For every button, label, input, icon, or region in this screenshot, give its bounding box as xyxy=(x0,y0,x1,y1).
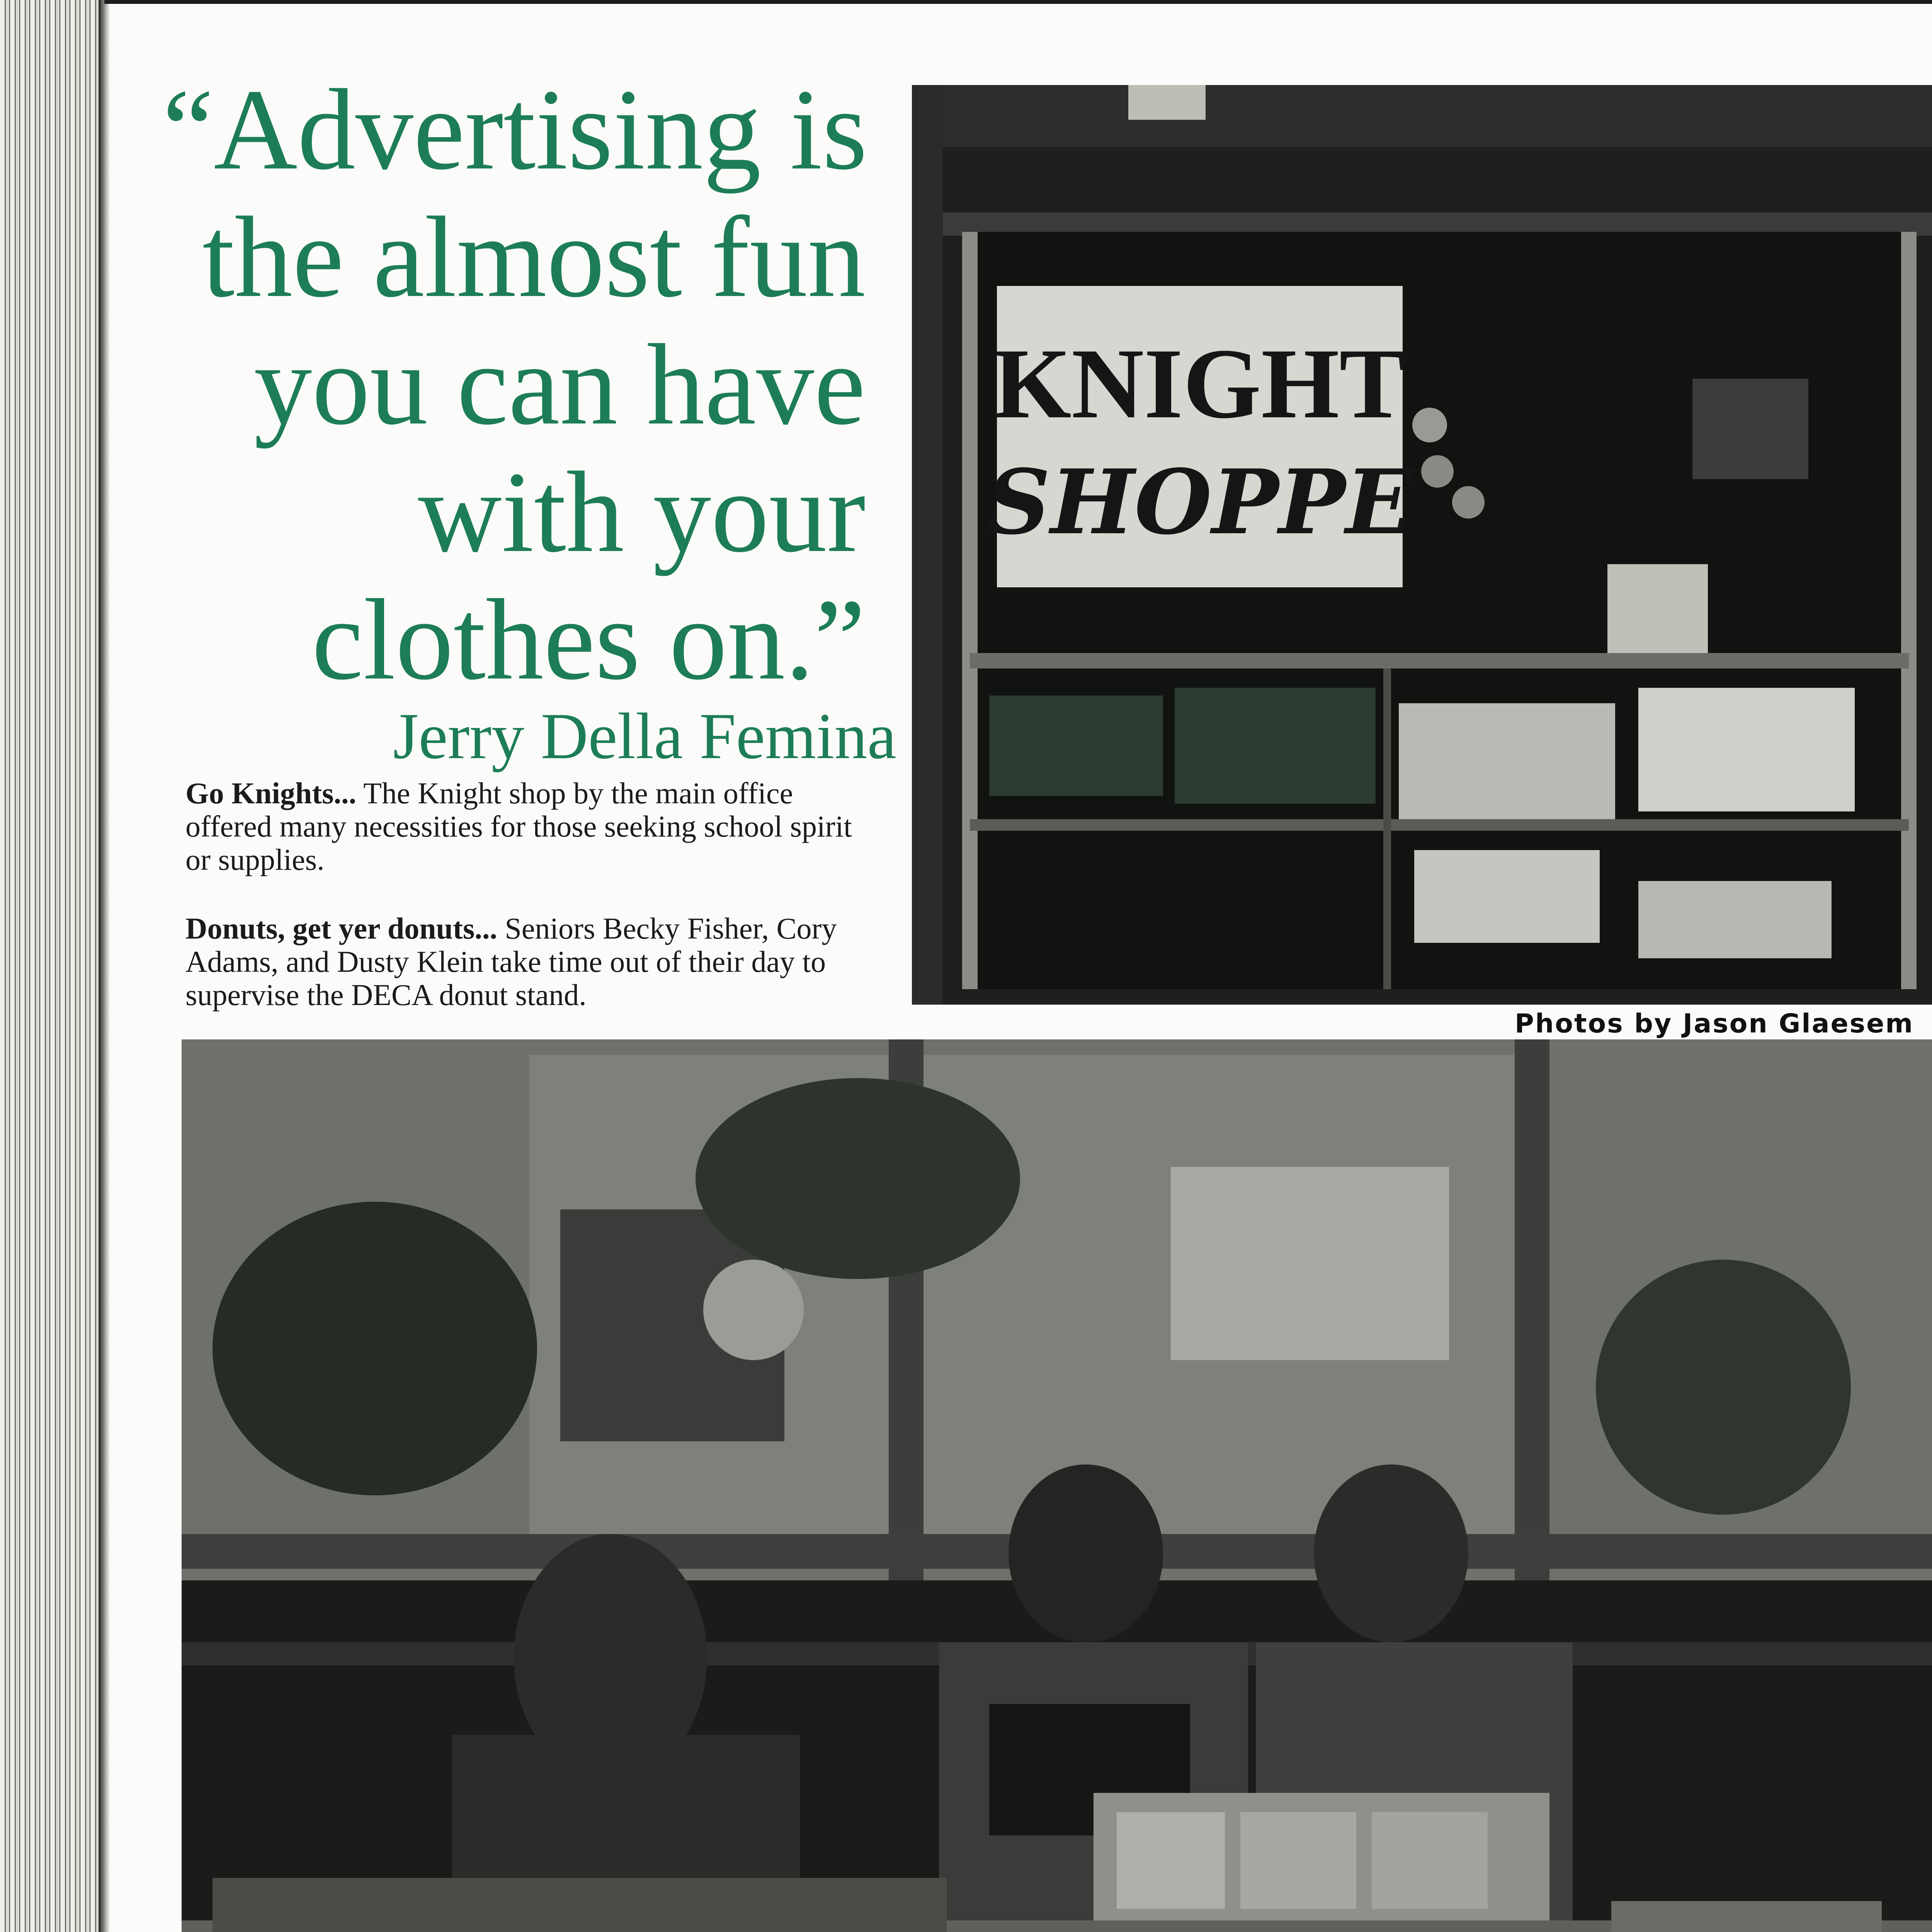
book-binding-edge xyxy=(0,0,104,1932)
photo-caption-donut-stand xyxy=(185,912,881,1012)
shop-sign-line2: SHOPPE xyxy=(986,450,1413,554)
donut-stand-photo-image xyxy=(182,1039,1932,1932)
binding-shadow xyxy=(99,0,110,1932)
shop-sign-line1: KNIGHT xyxy=(993,328,1406,439)
quote-line: the almost fun xyxy=(202,193,866,321)
caption-lead: Go Knights... xyxy=(185,776,357,810)
caption-lead: Donuts, get yer donuts... xyxy=(185,912,497,945)
knight-shoppe-photo-image xyxy=(912,85,1932,1005)
quote-line: “Advertising is xyxy=(162,65,867,194)
pull-quote xyxy=(162,66,866,703)
quote-line: with your xyxy=(418,448,866,576)
quote-line: clothes on.” xyxy=(312,575,866,704)
caption-text: The Knight shop by the main office offered many necessities for those seeking school spirit or supplies. xyxy=(185,776,852,876)
quote-author: Jerry Della Femina xyxy=(393,700,896,772)
donut-stand-photo xyxy=(182,1039,1932,1932)
quote-line: you can have xyxy=(254,320,866,449)
top-edge-rule xyxy=(104,0,1932,4)
photo-credit: Photos by Jason Glaesem xyxy=(1515,1009,1914,1039)
caption-text: Seniors Becky Fisher, Cory Adams, and Dusty Klein take time out of their day to supervise the DECA donut stand. xyxy=(185,912,837,1012)
photo-caption-knight-shop xyxy=(185,777,881,876)
knight-shoppe-photo xyxy=(912,85,1932,1005)
